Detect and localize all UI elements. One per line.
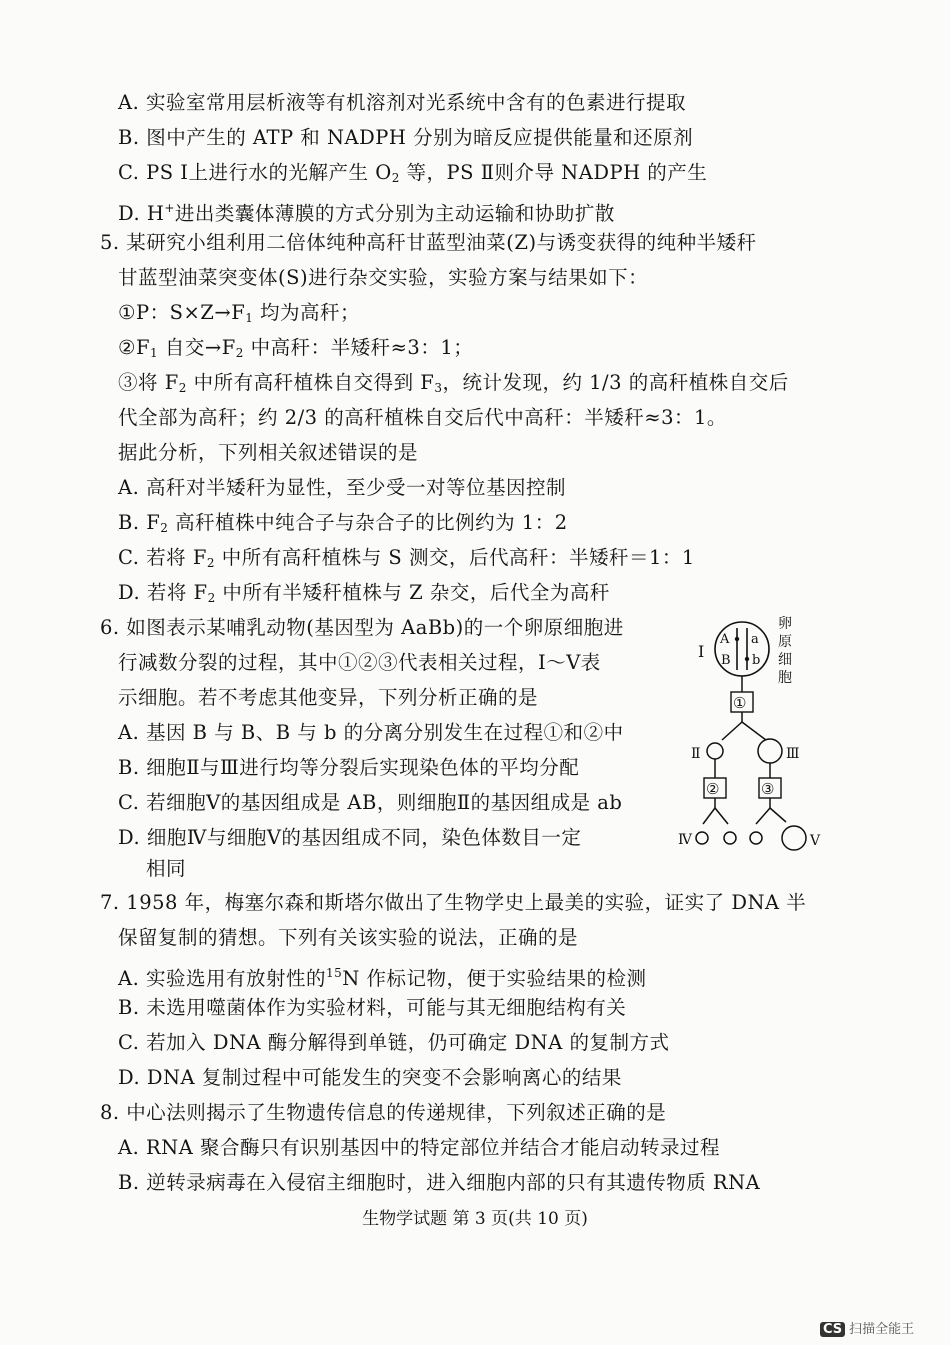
- q8-stem: 8. 中心法则揭示了生物遗传信息的传递规律，下列叙述正确的是: [100, 1101, 667, 1124]
- centromere: [735, 637, 739, 641]
- arrow: [703, 808, 715, 824]
- watermark-text: 扫描全能王: [849, 1322, 915, 1337]
- q6-stem-line2: 行减数分裂的过程，其中①②③代表相关过程，Ⅰ～Ⅴ表: [118, 651, 601, 674]
- cell-label-2: Ⅱ: [691, 746, 701, 762]
- q7-stem-line2: 保留复制的猜想。下列有关该实验的说法，正确的是: [118, 926, 579, 949]
- q5-option-a: A. 高秆对半矮秆为显性，至少受一对等位基因控制: [118, 476, 566, 499]
- text-part: 进出类囊体薄膜的方式分别为主动运输和协助扩散: [174, 202, 615, 225]
- q5-step3: [118, 368, 789, 403]
- gene-b: b: [752, 653, 761, 668]
- process-label-2: ②: [706, 780, 720, 798]
- text-part: N 作标记物，便于实验结果的检测: [342, 967, 647, 990]
- subscript: 2: [235, 346, 244, 360]
- superscript: 15: [325, 966, 343, 980]
- text-part: 自交→F: [158, 336, 236, 359]
- process-label-3: ③: [761, 780, 775, 798]
- side-label-2: 原: [778, 634, 792, 650]
- side-label-1: 卵: [778, 616, 792, 632]
- side-label-4: 胞: [778, 670, 792, 686]
- q6-option-c: C. 若细胞Ⅴ的基因组成是 AB，则细胞Ⅱ的基因组成是 ab: [118, 791, 623, 814]
- text-part: A. 实验选用有放射性的: [118, 967, 326, 990]
- text-part: 中高秆：半矮秆≈3：1；: [243, 336, 474, 359]
- subscript: 2: [391, 171, 400, 185]
- subscript: 2: [178, 381, 187, 395]
- polar-body: [696, 832, 708, 844]
- q6-stem-line3: 示细胞。若不考虑其他变异，下列分析正确的是: [118, 686, 539, 709]
- text-part: 均为高秆；: [253, 301, 361, 324]
- side-label-3: 细: [778, 652, 792, 668]
- centromere: [745, 657, 749, 661]
- subscript: 2: [206, 556, 215, 570]
- q5-step1: [118, 298, 360, 333]
- arrow-right: [742, 722, 766, 740]
- q5-option-b: [118, 508, 568, 543]
- q8-option-a: A. RNA 聚合酶只有识别基因中的特定部位并结合才能启动转录过程: [118, 1136, 721, 1159]
- cell-label-3: Ⅲ: [786, 746, 800, 762]
- egg-cell: [782, 826, 806, 850]
- text-part: 中所有高秆植株与 S 测交，后代高秆：半矮秆＝1：1: [215, 546, 695, 569]
- q6-option-a: A. 基因 B 与 B、B 与 b 的分离分别发生在过程①和②中: [118, 721, 624, 744]
- gene-A: A: [720, 632, 730, 647]
- text-part: D. H: [118, 202, 165, 225]
- superscript: +: [164, 201, 175, 215]
- q5-question: 据此分析，下列相关叙述错误的是: [118, 441, 419, 464]
- page-footer: 生物学试题 第 3 页(共 10 页): [362, 1209, 588, 1229]
- text-part: ②F: [118, 336, 151, 359]
- q6-option-d-cont: 相同: [146, 857, 187, 880]
- text-part: ③将 F: [118, 371, 179, 394]
- arrow: [770, 808, 786, 822]
- q6-option-d: D. 细胞Ⅳ与细胞Ⅴ的基因组成不同，染色体数目一定: [118, 826, 582, 849]
- q5-stem-line1: 5. 某研究小组利用二倍体纯种高秆甘蓝型油菜(Z)与诱变获得的纯种半矮秆: [100, 231, 757, 254]
- process-label-1: ①: [733, 694, 747, 712]
- q5-option-c: [118, 543, 695, 578]
- q7-stem-line1: 7. 1958 年，梅塞尔森和斯塔尔做出了生物学史上最美的实验，证实了 DNA 半: [100, 891, 807, 914]
- q6-stem-line1: 6. 如图表示某哺乳动物(基因型为 AaBb)的一个卵原细胞进: [100, 616, 624, 639]
- q4-option-a: A. 实验室常用层析液等有机溶剂对光系统中含有的色素进行提取: [118, 91, 686, 114]
- polar-body: [750, 832, 762, 844]
- q4-option-d: [118, 193, 615, 229]
- text-part: ，统计发现，约 1/3 的高秆植株自交后: [442, 371, 789, 394]
- q4-option-b: B. 图中产生的 ATP 和 NADPH 分别为暗反应提供能量和还原剂: [118, 126, 694, 149]
- cell-label-5: Ⅴ: [810, 833, 821, 849]
- q4-option-c: [118, 158, 707, 193]
- subscript: 1: [245, 311, 254, 325]
- q5-option-d: [118, 578, 610, 613]
- q5-step3-cont: 代全部为高秆；约 2/3 的高秆植株自交后代中高秆：半矮秆≈3：1。: [118, 406, 727, 429]
- arrow-left: [722, 722, 742, 740]
- q6-option-b: B. 细胞Ⅱ与Ⅲ进行均等分裂后实现染色体的平均分配: [118, 756, 580, 779]
- gene-B: B: [721, 653, 731, 668]
- q7-option-a: [118, 958, 647, 994]
- text-part: 高秆植株中纯合子与杂合子的比例约为 1：2: [168, 511, 568, 534]
- polar-body-1: [707, 743, 723, 759]
- arrow: [715, 808, 728, 824]
- text-part: C. PS Ⅰ上进行水的光解产生 O: [118, 161, 392, 184]
- text-part: C. 若将 F: [118, 546, 207, 569]
- subscript: 2: [160, 521, 169, 535]
- subscript: 1: [150, 346, 159, 360]
- watermark-badge: CS: [820, 1322, 845, 1337]
- text-part: D. 若将 F: [118, 581, 208, 604]
- scanner-watermark: [820, 1318, 914, 1337]
- text-part: B. F: [118, 511, 161, 534]
- text-part: 中所有半矮秆植株与 Z 杂交，后代全为高秆: [215, 581, 610, 604]
- q5-step2: [118, 333, 473, 368]
- polar-body: [724, 832, 736, 844]
- text-part: 中所有高秆植株自交得到 F: [186, 371, 435, 394]
- q7-option-b: B. 未选用噬菌体作为实验材料，可能与其无细胞结构有关: [118, 996, 627, 1019]
- arrow: [756, 808, 770, 824]
- q7-option-c: C. 若加入 DNA 酶分解得到单链，仍可确定 DNA 的复制方式: [118, 1031, 670, 1054]
- text-part: ①P：S×Z→F: [118, 301, 246, 324]
- secondary-oocyte: [758, 739, 782, 763]
- gene-a: a: [751, 632, 759, 647]
- meiosis-diagram: [678, 612, 840, 862]
- cell-label-1: Ⅰ: [698, 642, 705, 661]
- q8-option-b: B. 逆转录病毒在入侵宿主细胞时，进入细胞内部的只有其遗传物质 RNA: [118, 1171, 761, 1194]
- subscript: 2: [207, 591, 216, 605]
- q7-option-d: D. DNA 复制过程中可能发生的突变不会影响离心的结果: [118, 1066, 622, 1089]
- subscript: 3: [434, 381, 443, 395]
- text-part: 等，PS Ⅱ则介导 NADPH 的产生: [399, 161, 708, 184]
- q5-stem-line2: 甘蓝型油菜突变体(S)进行杂交实验，实验方案与结果如下：: [118, 266, 649, 289]
- cell-label-4: Ⅳ: [678, 832, 692, 848]
